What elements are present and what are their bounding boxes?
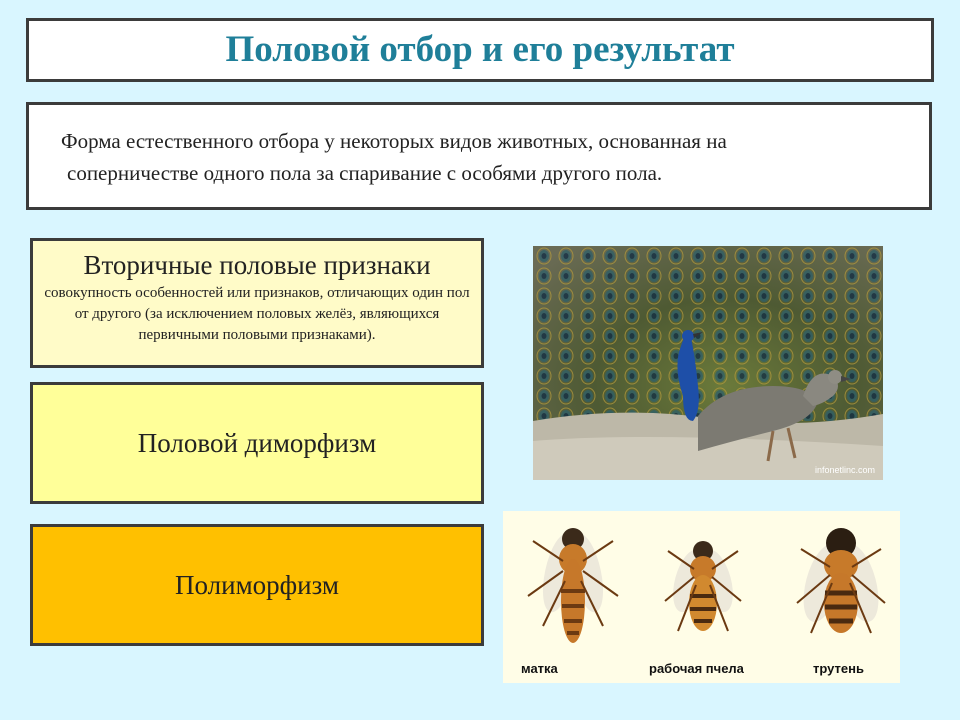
secondary-traits-description: совокупность особенностей или признаков, отличающих один пол от другого (за исключением половых желёз, являющихся первичными половыми признаками). bbox=[44, 285, 470, 343]
secondary-traits-heading: Вторичные половые признаки bbox=[83, 250, 431, 280]
polymorphism-label: Полиморфизм bbox=[175, 569, 339, 600]
definition-text bbox=[29, 105, 929, 189]
definition-line-2: соперничестве одного пола за спаривание с особями другого пола. bbox=[67, 161, 663, 185]
bees-illustration bbox=[503, 511, 900, 683]
bees-drawing bbox=[503, 511, 900, 661]
bee-label-queen: матка bbox=[521, 661, 558, 676]
secondary-traits-box bbox=[30, 238, 484, 368]
queen-bee-icon bbox=[528, 528, 618, 643]
dimorphism-box bbox=[30, 382, 484, 504]
worker-bee-icon bbox=[665, 541, 741, 631]
peacock-photo bbox=[533, 246, 883, 480]
bee-label-worker: рабочая пчела bbox=[649, 661, 744, 676]
definition-line-1: Форма естественного отбора у некоторых видов животных, основанная на bbox=[61, 129, 727, 153]
slide-title: Половой отбор и его результат bbox=[225, 29, 735, 70]
drone-bee-icon bbox=[796, 528, 886, 633]
polymorphism-box bbox=[30, 524, 484, 646]
title-box bbox=[26, 18, 934, 82]
photo-watermark: infonetlinc.com bbox=[815, 465, 876, 475]
dimorphism-label: Половой диморфизм bbox=[137, 427, 377, 458]
definition-box bbox=[26, 102, 932, 210]
bee-label-drone: трутень bbox=[813, 661, 864, 676]
